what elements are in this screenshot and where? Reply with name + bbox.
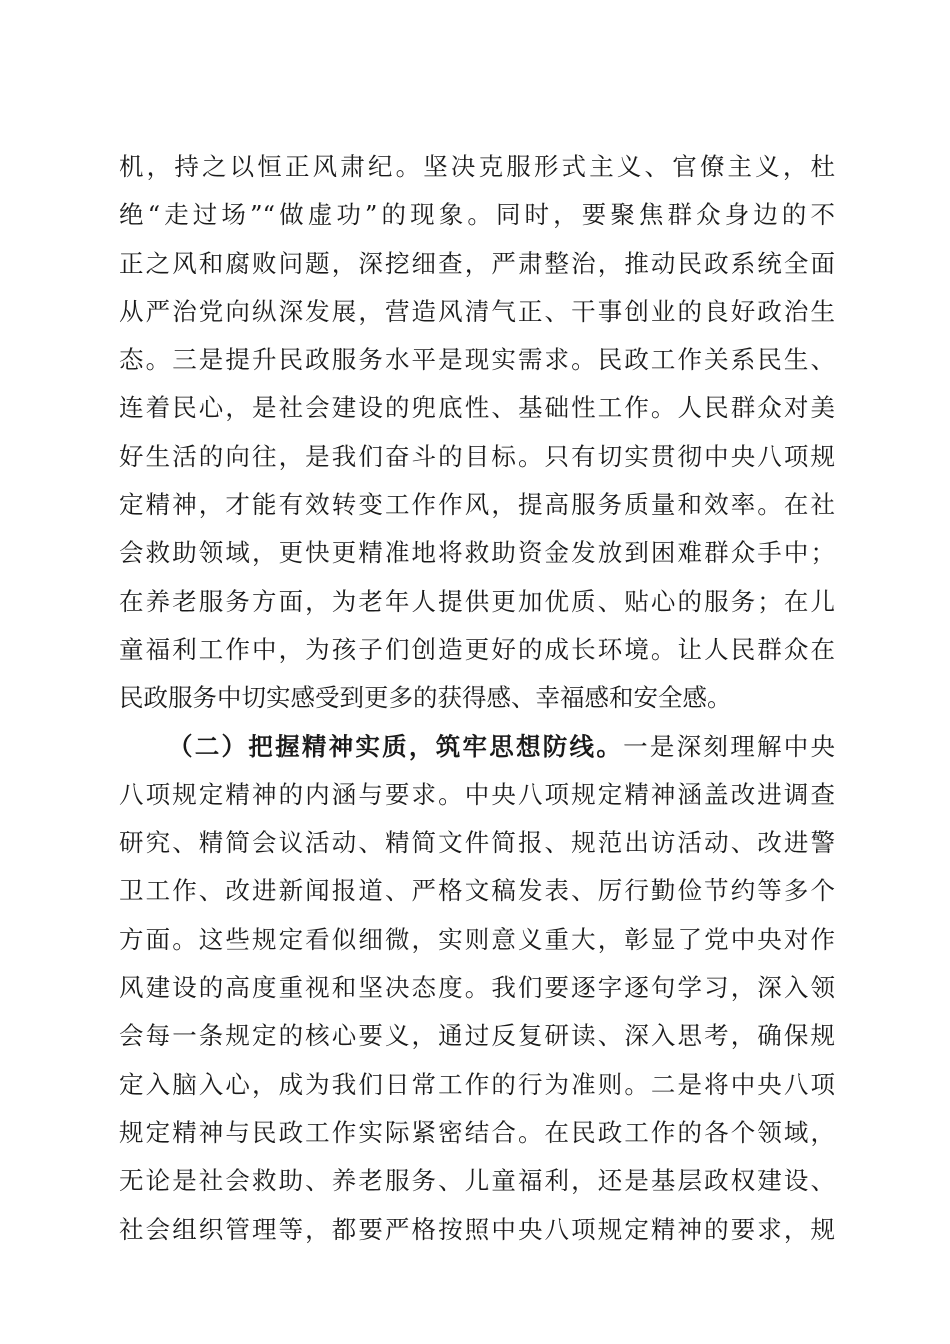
section-first-line <box>119 723 835 771</box>
text-line: 童福利工作中，为孩子们创造更好的成长环境。让人民群众在 <box>119 634 835 664</box>
text-line: 社会组织管理等，都要严格按照中央八项规定精神的要求，规 <box>119 1214 835 1244</box>
body-text <box>119 143 835 1254</box>
text-line: 从严治党向纵深发展，营造风清气正、干事创业的良好政治生 <box>119 296 835 326</box>
text-line: 会每一条规定的核心要义，通过反复研读、深入思考，确保规 <box>119 1021 835 1051</box>
text-line: 定入脑入心，成为我们日常工作的行为准则。二是将中央八项 <box>119 1069 835 1099</box>
text-line: 在养老服务方面，为老年人提供更加优质、贴心的服务；在儿 <box>119 586 835 616</box>
text-line: 规定精神与民政工作实际紧密结合。在民政工作的各个领域， <box>119 1117 835 1147</box>
text-line: 态。三是提升民政服务水平是现实需求。民政工作关系民生、 <box>119 345 835 375</box>
text-line: 正之风和腐败问题，深挖细查，严肃整治，推动民政系统全面 <box>119 248 835 278</box>
text-line: 方面。这些规定看似细微，实则意义重大，彰显了党中央对作 <box>119 924 835 954</box>
text-line: 好生活的向往，是我们奋斗的目标。只有切实贯彻中央八项规 <box>119 441 835 471</box>
text-line: 民政服务中切实感受到更多的获得感、幸福感和安全感。 <box>119 683 732 713</box>
section-heading: （二）把握精神实质，筑牢思想防线。 <box>168 731 624 761</box>
text-line: 绝“走过场”“做虚功”的现象。同时，要聚焦群众身边的不 <box>119 200 835 230</box>
text-line: 定精神，才能有效转变工作作风，提高服务质量和效率。在社 <box>119 490 835 520</box>
text-line: 机，持之以恒正风肃纪。坚决克服形式主义、官僚主义，杜 <box>119 152 835 181</box>
text-line: 连着民心，是社会建设的兜底性、基础性工作。人民群众对美 <box>119 393 835 423</box>
text-line: 研究、精简会议活动、精简文件简报、规范出访活动、改进警 <box>119 828 835 858</box>
text-line: 风建设的高度重视和坚决态度。我们要逐字逐句学习，深入领 <box>119 973 835 1003</box>
text-line: 卫工作、改进新闻报道、严格文稿发表、厉行勤俭节约等多个 <box>119 876 835 906</box>
text-line: 无论是社会救助、养老服务、儿童福利，还是基层政权建设、 <box>119 1166 835 1196</box>
text-line: 八项规定精神的内涵与要求。中央八项规定精神涵盖改进调查 <box>119 779 835 809</box>
text-line: 会救助领域，更快更精准地将救助资金发放到困难群众手中； <box>119 538 835 568</box>
section-first-line-text: 一是深刻理解中央 <box>623 731 836 761</box>
